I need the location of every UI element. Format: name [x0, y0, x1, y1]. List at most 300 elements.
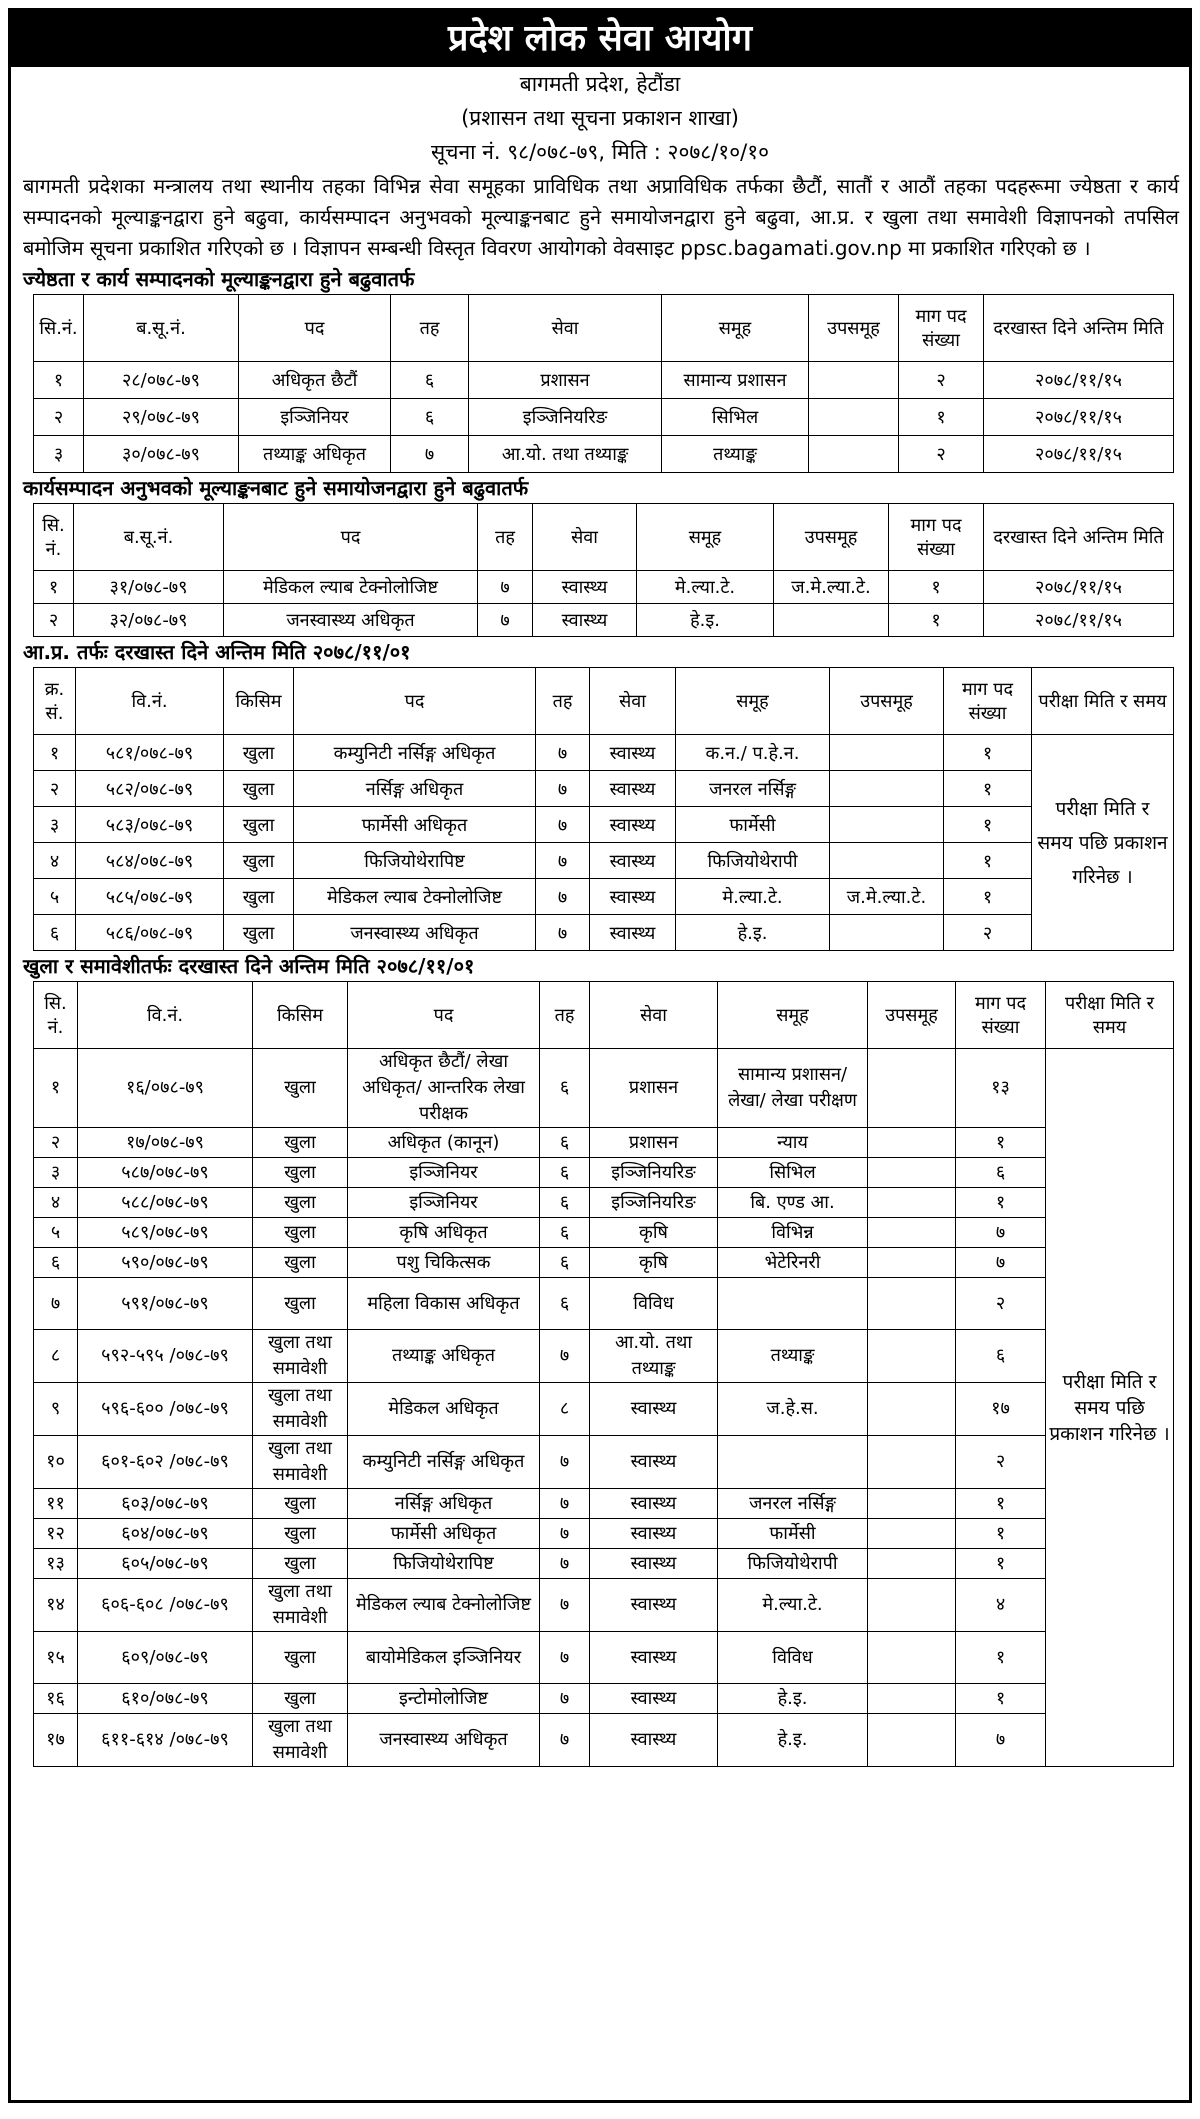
table-cell: ७ [956, 1218, 1046, 1248]
table-cell: ७ [540, 1489, 590, 1519]
table-cell: इञ्जिनियर [239, 399, 391, 436]
table-cell: २ [944, 915, 1032, 951]
table-cell: फिजियोथेरापिष्ट [348, 1549, 540, 1579]
column-header: उपसमूह [868, 982, 956, 1049]
table-cell: फार्मेसी अधिकृत [348, 1519, 540, 1549]
table-cell: स्वास्थ्य [590, 1684, 718, 1714]
column-header: तह [391, 295, 469, 362]
section2-table [33, 503, 1174, 637]
column-header: परीक्षा मिति र समय [1032, 668, 1174, 735]
table-cell: मे.ल्या.टे. [637, 571, 774, 604]
table-cell: ४ [34, 1188, 78, 1218]
table-cell: ६०५/०७८-७९ [78, 1549, 253, 1579]
table-cell: स्वास्थ्य [590, 1549, 718, 1579]
table-cell: ७ [536, 771, 590, 807]
table-cell: खुला तथा समावेशी [253, 1579, 348, 1632]
table-cell: खुला [253, 1248, 348, 1278]
column-header: सेवा [469, 295, 662, 362]
table-cell: ६ [540, 1158, 590, 1188]
table-cell: नर्सिङ्ग अधिकृत [348, 1489, 540, 1519]
table-cell: मेडिकल ल्याब टेक्नोलोजिष्ट [294, 879, 536, 915]
table-cell: २०७८/११/१५ [984, 436, 1174, 473]
table-cell: ६०९/०७८-७९ [78, 1632, 253, 1684]
table-cell [868, 1714, 956, 1767]
table-cell: कृषि [590, 1218, 718, 1248]
table-cell: इञ्जिनियर [348, 1158, 540, 1188]
table-cell [830, 807, 944, 843]
column-header: क्र. सं. [34, 668, 76, 735]
table-cell: मेडिकल ल्याब टेक्नोलोजिष्ट [224, 571, 478, 604]
table-cell: ५८४/०७८-७९ [76, 843, 224, 879]
table-header-row [34, 295, 1174, 362]
table-cell: १६/०७८-७९ [78, 1049, 253, 1128]
table-row [34, 362, 1174, 399]
table-row [34, 1549, 1174, 1579]
column-header: तह [478, 504, 533, 571]
table-cell: ६०३/०७८-७९ [78, 1489, 253, 1519]
table-cell: १ [956, 1632, 1046, 1684]
column-header: सेवा [590, 668, 676, 735]
table-cell [809, 436, 899, 473]
table-cell: हे.इ. [637, 604, 774, 637]
table-cell: अधिकृत छैटौं/ लेखा अधिकृत/ आन्तरिक लेखा परीक्षक [348, 1049, 540, 1128]
table-cell: १ [956, 1684, 1046, 1714]
table-cell [868, 1188, 956, 1218]
table-cell [868, 1158, 956, 1188]
table-cell: ५८३/०७८-७९ [76, 807, 224, 843]
table-cell: ६०१-६०२ /०७८-७९ [78, 1436, 253, 1489]
table-row [34, 1218, 1174, 1248]
table-cell [809, 399, 899, 436]
table-cell: तथ्याङ्क अधिकृत [239, 436, 391, 473]
table-cell: इन्टोमोलोजिष्ट [348, 1684, 540, 1714]
province-line: बागमती प्रदेश, हेटौंडा [519, 72, 681, 96]
table-cell: ५८२/०७८-७९ [76, 771, 224, 807]
table-cell: २९/०७८-७९ [84, 399, 239, 436]
section1-table [33, 294, 1174, 473]
exam-date-note: परीक्षा मिति र समय पछि प्रकाशन गरिनेछ । [1032, 735, 1174, 951]
section2-title: कार्यसम्पादन अनुभवको मूल्याङ्कनबाट हुने समायोजनद्वारा हुने बढुवातर्फ [23, 476, 529, 500]
table-cell: तथ्याङ्क [718, 1330, 868, 1383]
table-cell: २ [34, 604, 74, 637]
column-header: समूह [637, 504, 774, 571]
column-header: ब.सू.नं. [74, 504, 224, 571]
table-cell: इञ्जिनियरिङ [469, 399, 662, 436]
table-cell: मेडिकल अधिकृत [348, 1383, 540, 1436]
table-cell: ३ [34, 807, 76, 843]
table-cell: ज.मे.ल्या.टे. [830, 879, 944, 915]
table-cell: विभिन्न [718, 1218, 868, 1248]
table-cell: १ [34, 571, 74, 604]
table-cell: सिभिल [662, 399, 809, 436]
table-cell: खुला तथा समावेशी [253, 1714, 348, 1767]
table-cell: जनरल नर्सिङ्ग [676, 771, 830, 807]
column-header: समूह [676, 668, 830, 735]
table-cell: ७ [540, 1436, 590, 1489]
table-cell: इञ्जिनियरिङ [590, 1188, 718, 1218]
table-cell: खुला [224, 879, 294, 915]
column-header: उपसमूह [809, 295, 899, 362]
column-header: माग पद संख्या [899, 295, 984, 362]
column-header: समूह [718, 982, 868, 1049]
table-cell: स्वास्थ्य [590, 879, 676, 915]
table-cell: स्वास्थ्य [590, 1632, 718, 1684]
column-header: उपसमूह [830, 668, 944, 735]
table-header-row [34, 504, 1174, 571]
section3-title: आ.प्र. तर्फः दरखास्त दिने अन्तिम मिति २०७८/११/०१ [23, 640, 411, 664]
table-row [34, 1632, 1174, 1684]
table-cell [868, 1278, 956, 1330]
table-cell: कम्युनिटी नर्सिङ्ग अधिकृत [348, 1436, 540, 1489]
table-cell: ५९२-५९५ /०७८-७९ [78, 1330, 253, 1383]
table-cell: १ [944, 771, 1032, 807]
table-cell: स्वास्थ्य [590, 1579, 718, 1632]
table-cell: ५८९/०७८-७९ [78, 1218, 253, 1248]
table-cell: ६ [956, 1158, 1046, 1188]
table-cell: भेटेरिनरी [718, 1248, 868, 1278]
table-cell: ९ [34, 1383, 78, 1436]
table-cell: २ [34, 399, 84, 436]
table-cell: १३ [34, 1549, 78, 1579]
table-cell [868, 1684, 956, 1714]
section4-title: खुला र समावेशीतर्फः दरखास्त दिने अन्तिम मिति २०७८/११/०१ [23, 954, 475, 978]
table-cell: ७ [540, 1714, 590, 1767]
table-cell: ४ [956, 1579, 1046, 1632]
table-cell: तथ्याङ्क [662, 436, 809, 473]
table-cell: कृषि अधिकृत [348, 1218, 540, 1248]
table-cell [868, 1383, 956, 1436]
table-cell: २०७८/११/१५ [984, 362, 1174, 399]
table-cell: ७ [536, 807, 590, 843]
table-cell: हे.इ. [718, 1684, 868, 1714]
table-row [34, 604, 1174, 637]
column-header: पद [224, 504, 478, 571]
table-cell: फार्मेसी [718, 1519, 868, 1549]
table-cell: ६ [956, 1330, 1046, 1383]
table-row [34, 1188, 1174, 1218]
table-cell: ६०६-६०८ /०७८-७९ [78, 1579, 253, 1632]
column-header: पद [239, 295, 391, 362]
table-cell: प्रशासन [590, 1128, 718, 1158]
table-cell: इञ्जिनियर [348, 1188, 540, 1218]
table-cell: ६ [391, 399, 469, 436]
table-cell: खुला [253, 1158, 348, 1188]
table-cell: हे.इ. [676, 915, 830, 951]
table-cell: १ [956, 1188, 1046, 1218]
table-cell [868, 1579, 956, 1632]
column-header: ब.सू.नं. [84, 295, 239, 362]
table-cell: जनस्वास्थ्य अधिकृत [348, 1714, 540, 1767]
table-cell: सामान्य प्रशासन/लेखा/ लेखा परीक्षण [718, 1049, 868, 1128]
table-cell [868, 1489, 956, 1519]
table-cell: ६ [34, 1248, 78, 1278]
table-cell: ज.हे.स. [718, 1383, 868, 1436]
table-cell: स्वास्थ्य [590, 1489, 718, 1519]
table-cell: खुला [224, 843, 294, 879]
table-cell: ६ [540, 1188, 590, 1218]
table-row [34, 1579, 1174, 1632]
table-cell: १ [944, 879, 1032, 915]
table-row [34, 1128, 1174, 1158]
notice-body: बागमती प्रदेशका मन्त्रालय तथा स्थानीय तहका विभिन्न सेवा समूहका प्राविधिक तथा अप्राविधिक तर्फका छैटौं, सातौं र आठौं तहका पदहरूमा ज्येष्ठता र कार्य सम्पादनको मूल्याङ्कनद्वारा हुने बढुवा, कार्यसम्पादन अनुभवको मूल्याङ्कनबाट हुने समायोजनद्वारा हुने बढुवा, आ.प्र. र खुला तथा समावेशी विज्ञापनको तपसिल बमोजिम सूचना प्रकाशित गरिएको छ । विज्ञापन सम्बन्धी विस्तृत विवरण आयोगको वेवसाइट ppsc.bagamati.gov.np मा प्रकाशित गरिएको छ । [23, 174, 1179, 260]
table-cell: ११ [34, 1489, 78, 1519]
table-row [34, 1330, 1174, 1383]
table-header-row [34, 668, 1174, 735]
table-row [34, 1278, 1174, 1330]
table-cell: खुला तथा समावेशी [253, 1436, 348, 1489]
table-cell: ७ [540, 1330, 590, 1383]
table-cell: स्वास्थ्य [533, 604, 637, 637]
table-cell: स्वास्थ्य [590, 1383, 718, 1436]
table-cell [868, 1248, 956, 1278]
table-cell: सिभिल [718, 1158, 868, 1188]
table-cell: १२ [34, 1519, 78, 1549]
table-cell: खुला तथा समावेशी [253, 1330, 348, 1383]
table-cell: पशु चिकित्सक [348, 1248, 540, 1278]
table-cell: खुला [253, 1549, 348, 1579]
table-cell: ५८८/०७८-७९ [78, 1188, 253, 1218]
table-cell: प्रशासन [469, 362, 662, 399]
table-cell: ६ [540, 1248, 590, 1278]
table-cell: ६ [540, 1128, 590, 1158]
table-row [34, 1489, 1174, 1519]
table-row [34, 735, 1174, 771]
table-row [34, 1383, 1174, 1436]
table-row [34, 771, 1174, 807]
table-cell: २ [899, 362, 984, 399]
table-cell: मे.ल्या.टे. [718, 1579, 868, 1632]
column-header: वि.नं. [78, 982, 253, 1049]
table-cell: स्वास्थ्य [590, 1519, 718, 1549]
table-cell: ५८५/०७८-७९ [76, 879, 224, 915]
table-cell: खुला [253, 1049, 348, 1128]
table-cell: १ [944, 843, 1032, 879]
table-cell [868, 1632, 956, 1684]
table-cell: ७ [536, 843, 590, 879]
table-cell [868, 1049, 956, 1128]
table-cell: स्वास्थ्य [533, 571, 637, 604]
table-cell: ७ [536, 735, 590, 771]
table-cell: ६ [540, 1049, 590, 1128]
table-row [34, 1684, 1174, 1714]
table-row [34, 399, 1174, 436]
table-cell: कृषि [590, 1248, 718, 1278]
table-cell: ३ [34, 436, 84, 473]
table-cell: ५८७/०७८-७९ [78, 1158, 253, 1188]
table-row [34, 436, 1174, 473]
column-header: पद [294, 668, 536, 735]
table-row [34, 807, 1174, 843]
table-cell: सामान्य प्रशासन [662, 362, 809, 399]
notice-number-line: सूचना नं. ९८/०७८-७९, मिति : २०७८/१०/१० [430, 140, 770, 164]
column-header: पद [348, 982, 540, 1049]
table-cell: १ [34, 735, 76, 771]
table-cell: आ.यो. तथा तथ्याङ्क [590, 1330, 718, 1383]
table-cell: बायोमेडिकल इञ्जिनियर [348, 1632, 540, 1684]
table-cell: ७ [536, 915, 590, 951]
table-cell: खुला [224, 771, 294, 807]
table-cell: ७ [536, 879, 590, 915]
table-row [34, 915, 1174, 951]
table-cell: ३ [34, 1158, 78, 1188]
table-cell: स्वास्थ्य [590, 843, 676, 879]
table-cell: १ [34, 1049, 78, 1128]
table-cell: १ [956, 1549, 1046, 1579]
table-cell [830, 915, 944, 951]
table-cell [774, 604, 889, 637]
table-cell: ५ [34, 879, 76, 915]
table-cell: आ.यो. तथा तथ्याङ्क [469, 436, 662, 473]
table-cell: मे.ल्या.टे. [676, 879, 830, 915]
table-cell: ६१०/०७८-७९ [78, 1684, 253, 1714]
table-cell: २ [34, 771, 76, 807]
table-cell: न्याय [718, 1128, 868, 1158]
table-row [34, 1049, 1174, 1128]
table-cell: खुला [253, 1489, 348, 1519]
table-cell: १ [956, 1489, 1046, 1519]
table-cell: इञ्जिनियरिङ [590, 1158, 718, 1188]
column-header: उपसमूह [774, 504, 889, 571]
table-cell: स्वास्थ्य [590, 735, 676, 771]
column-header: तह [540, 982, 590, 1049]
table-row [34, 879, 1174, 915]
table-cell: १७ [956, 1383, 1046, 1436]
table-cell: ७ [540, 1684, 590, 1714]
table-cell: ५९०/०७८-७९ [78, 1248, 253, 1278]
table-cell: कम्युनिटी नर्सिङ्ग अधिकृत [294, 735, 536, 771]
table-cell: ५९६-६०० /०७८-७९ [78, 1383, 253, 1436]
table-cell [868, 1330, 956, 1383]
table-cell [830, 735, 944, 771]
table-cell: खुला तथा समावेशी [253, 1383, 348, 1436]
table-cell: ६ [34, 915, 76, 951]
table-cell: अधिकृत छैटौं [239, 362, 391, 399]
table-cell: ३२/०७८-७९ [74, 604, 224, 637]
table-row [34, 1248, 1174, 1278]
table-cell: ६ [540, 1218, 590, 1248]
table-cell: विविध [718, 1632, 868, 1684]
column-header: सि. नं. [34, 504, 74, 571]
column-header: सि. नं. [34, 982, 78, 1049]
table-cell: ७ [478, 571, 533, 604]
table-cell: खुला [253, 1128, 348, 1158]
table-cell: १ [944, 807, 1032, 843]
section3-table [33, 667, 1174, 951]
branch-line: (प्रशासन तथा सूचना प्रकाशन शाखा) [461, 106, 739, 130]
table-cell: ५ [34, 1218, 78, 1248]
table-cell: क.न./ प.हे.न. [676, 735, 830, 771]
table-cell: १० [34, 1436, 78, 1489]
table-cell: १ [956, 1519, 1046, 1549]
table-cell: जनरल नर्सिङ्ग [718, 1489, 868, 1519]
table-cell: १ [34, 362, 84, 399]
column-header: दरखास्त दिने अन्तिम मिति [984, 504, 1174, 571]
table-cell: १५ [34, 1632, 78, 1684]
table-cell: बि. एण्ड आ. [718, 1188, 868, 1218]
table-cell: १ [889, 571, 984, 604]
column-header: वि.नं. [76, 668, 224, 735]
table-cell [868, 1519, 956, 1549]
table-cell: ३१/०७८-७९ [74, 571, 224, 604]
column-header: माग पद संख्या [944, 668, 1032, 735]
exam-date-note: परीक्षा मिति र समय पछि प्रकाशन गरिनेछ । [1046, 1049, 1174, 1767]
table-cell: १६ [34, 1684, 78, 1714]
table-cell [868, 1218, 956, 1248]
table-cell: खुला [253, 1684, 348, 1714]
table-cell [718, 1278, 868, 1330]
table-cell: ७ [540, 1519, 590, 1549]
table-row [34, 1436, 1174, 1489]
table-cell: २०७८/११/१५ [984, 604, 1174, 637]
table-cell: ७ [956, 1248, 1046, 1278]
table-cell: ३०/०७८-७९ [84, 436, 239, 473]
table-cell: हे.इ. [718, 1714, 868, 1767]
table-cell: जनस्वास्थ्य अधिकृत [224, 604, 478, 637]
table-cell: ६ [540, 1278, 590, 1330]
table-row [34, 843, 1174, 879]
table-cell: २०७८/११/१५ [984, 571, 1174, 604]
table-cell [868, 1549, 956, 1579]
column-header: माग पद संख्या [889, 504, 984, 571]
table-cell: ८ [34, 1330, 78, 1383]
column-header: सेवा [590, 982, 718, 1049]
table-cell [830, 843, 944, 879]
table-cell: खुला [253, 1519, 348, 1549]
table-cell [830, 771, 944, 807]
column-header: दरखास्त दिने अन्तिम मिति [984, 295, 1174, 362]
table-cell: प्रशासन [590, 1049, 718, 1128]
table-cell: खुला [224, 807, 294, 843]
table-cell: २८/०७८-७९ [84, 362, 239, 399]
table-header-row [34, 982, 1174, 1049]
table-cell: फार्मेसी अधिकृत [294, 807, 536, 843]
table-cell: ४ [34, 843, 76, 879]
column-header: किसिम [224, 668, 294, 735]
table-cell: खुला [224, 915, 294, 951]
table-cell: स्वास्थ्य [590, 1714, 718, 1767]
table-cell: ५८६/०७८-७९ [76, 915, 224, 951]
table-cell: स्वास्थ्य [590, 915, 676, 951]
table-cell: ७ [540, 1579, 590, 1632]
table-cell [809, 362, 899, 399]
table-cell: १ [899, 399, 984, 436]
table-cell: २०७८/११/१५ [984, 399, 1174, 436]
table-cell: फिजियोथेरापी [676, 843, 830, 879]
column-header: सि.नं. [34, 295, 84, 362]
table-cell: स्वास्थ्य [590, 1436, 718, 1489]
table-cell: १ [944, 735, 1032, 771]
table-cell: ज.मे.ल्या.टे. [774, 571, 889, 604]
table-cell: खुला [253, 1278, 348, 1330]
table-row [34, 1158, 1174, 1188]
column-header: परीक्षा मिति र समय [1046, 982, 1174, 1049]
table-cell: तथ्याङ्क अधिकृत [348, 1330, 540, 1383]
table-cell: मेडिकल ल्याब टेक्नोलोजिष्ट [348, 1579, 540, 1632]
table-cell: २ [956, 1278, 1046, 1330]
column-header: किसिम [253, 982, 348, 1049]
table-cell: ७ [956, 1714, 1046, 1767]
table-cell: १७ [34, 1714, 78, 1767]
table-cell: अधिकृत (कानून) [348, 1128, 540, 1158]
table-row [34, 1714, 1174, 1767]
table-cell: जनस्वास्थ्य अधिकृत [294, 915, 536, 951]
table-cell: नर्सिङ्ग अधिकृत [294, 771, 536, 807]
table-cell: ८ [540, 1383, 590, 1436]
table-cell: ७ [540, 1549, 590, 1579]
column-header: समूह [662, 295, 809, 362]
table-cell: खुला [253, 1632, 348, 1684]
table-cell: ७ [478, 604, 533, 637]
